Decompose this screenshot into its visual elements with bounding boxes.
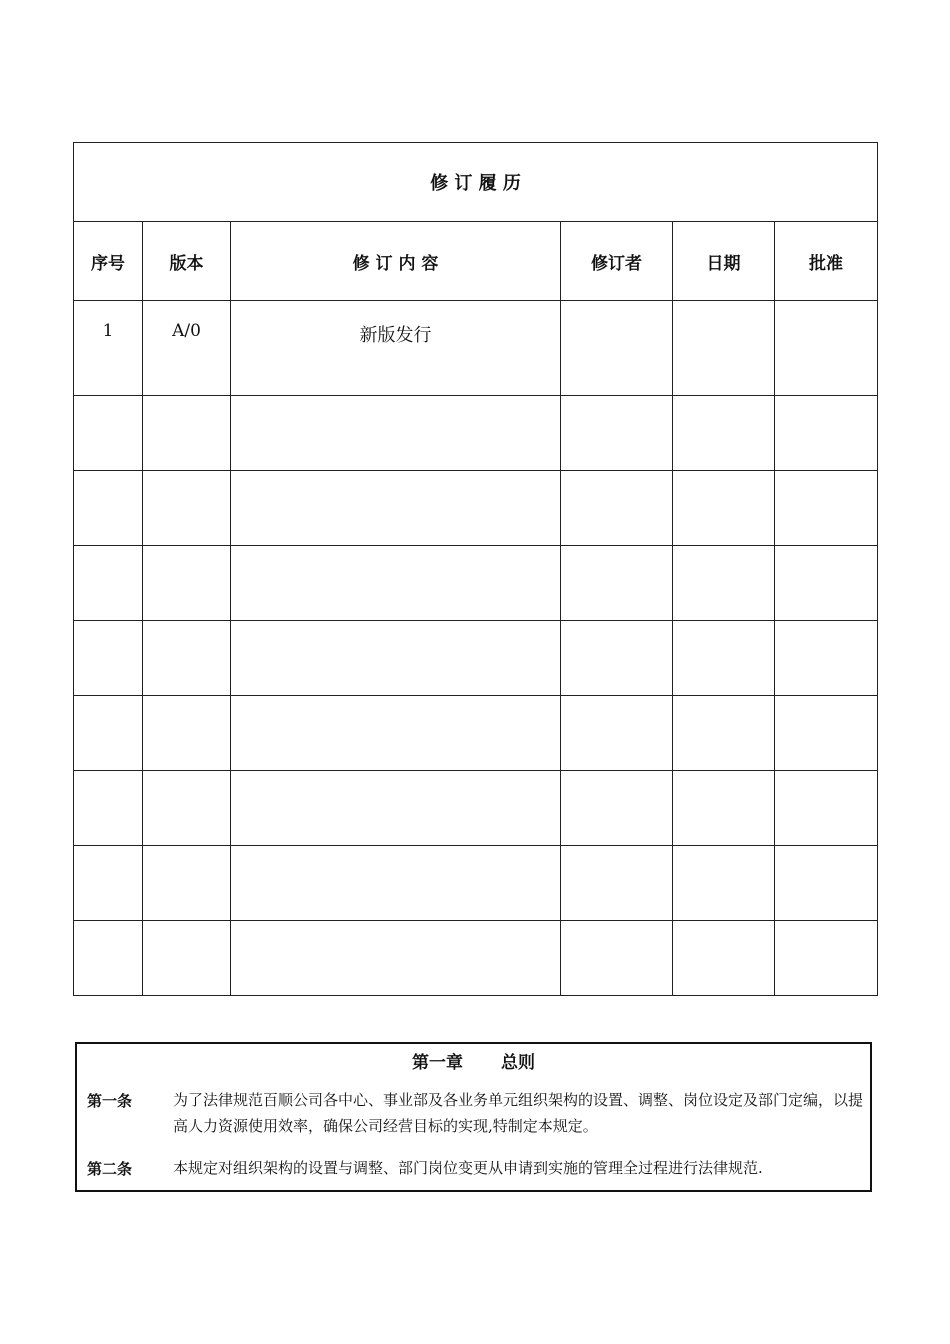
cell-seq — [74, 696, 143, 771]
revision-history-title: 修 订 履 历 — [74, 143, 878, 222]
header-version: 版本 — [143, 222, 231, 301]
cell-reviser — [561, 771, 673, 846]
cell-approval — [775, 771, 878, 846]
chapter-heading — [77, 1048, 870, 1073]
cell-version — [143, 846, 231, 921]
cell-reviser — [561, 921, 673, 996]
header-approval: 批准 — [775, 222, 878, 301]
cell-reviser — [561, 621, 673, 696]
table-row — [74, 921, 878, 996]
cell-seq — [74, 846, 143, 921]
cell-approval — [775, 301, 878, 396]
chapter-one-box — [75, 1042, 872, 1192]
cell-version — [143, 696, 231, 771]
cell-reviser — [561, 471, 673, 546]
cell-seq — [74, 771, 143, 846]
cell-version — [143, 921, 231, 996]
cell-approval — [775, 471, 878, 546]
cell-reviser — [561, 546, 673, 621]
cell-content — [231, 771, 561, 846]
table-row — [74, 301, 878, 396]
cell-version — [143, 546, 231, 621]
cell-approval — [775, 546, 878, 621]
cell-version — [143, 396, 231, 471]
cell-seq — [74, 621, 143, 696]
cell-date — [673, 546, 775, 621]
cell-seq — [74, 546, 143, 621]
cell-approval — [775, 696, 878, 771]
cell-version — [143, 621, 231, 696]
cell-version: A/0 — [143, 301, 231, 396]
cell-date — [673, 621, 775, 696]
cell-date — [673, 771, 775, 846]
header-reviser: 修订者 — [561, 222, 673, 301]
table-row — [74, 621, 878, 696]
article-2-text: 本规定对组织架构的设置与调整、部门岗位变更从申请到实施的管理全过程进行法律规范. — [173, 1159, 763, 1177]
cell-date — [673, 301, 775, 396]
cell-seq: 1 — [74, 301, 143, 396]
table-row — [74, 471, 878, 546]
cell-version — [143, 771, 231, 846]
article-2-label: 第二条 — [87, 1160, 133, 1178]
cell-approval — [775, 621, 878, 696]
article-1-label: 第一条 — [87, 1092, 133, 1110]
cell-seq — [74, 921, 143, 996]
header-seq: 序号 — [74, 222, 143, 301]
cell-content — [231, 546, 561, 621]
table-row — [74, 846, 878, 921]
cell-date — [673, 471, 775, 546]
cell-date — [673, 396, 775, 471]
cell-content — [231, 696, 561, 771]
cell-reviser — [561, 301, 673, 396]
article-1-text: 为了法律规范百顺公司各中心、事业部及各业务单元组织架构的设置、调整、岗位设定及部门定编，以提高人力资源使用效率，确保公司经营目标的实现,特制定本规定。 — [173, 1091, 864, 1135]
cell-date — [673, 921, 775, 996]
cell-date — [673, 846, 775, 921]
table-row — [74, 546, 878, 621]
cell-content — [231, 621, 561, 696]
header-date: 日期 — [673, 222, 775, 301]
cell-content — [231, 471, 561, 546]
cell-content — [231, 921, 561, 996]
cell-approval — [775, 396, 878, 471]
cell-content: 新版发行 — [231, 301, 561, 396]
cell-date — [673, 696, 775, 771]
table-row — [74, 696, 878, 771]
cell-reviser — [561, 396, 673, 471]
cell-seq — [74, 396, 143, 471]
chapter-title: 总则 — [501, 1053, 535, 1073]
cell-approval — [775, 921, 878, 996]
header-content: 修 订 内 容 — [231, 222, 561, 301]
table-row — [74, 771, 878, 846]
table-row — [74, 396, 878, 471]
cell-reviser — [561, 846, 673, 921]
cell-seq — [74, 471, 143, 546]
cell-reviser — [561, 696, 673, 771]
cell-content — [231, 396, 561, 471]
cell-approval — [775, 846, 878, 921]
chapter-number: 第一章 — [412, 1053, 463, 1073]
cell-version — [143, 471, 231, 546]
revision-history-table — [73, 142, 878, 996]
cell-content — [231, 846, 561, 921]
